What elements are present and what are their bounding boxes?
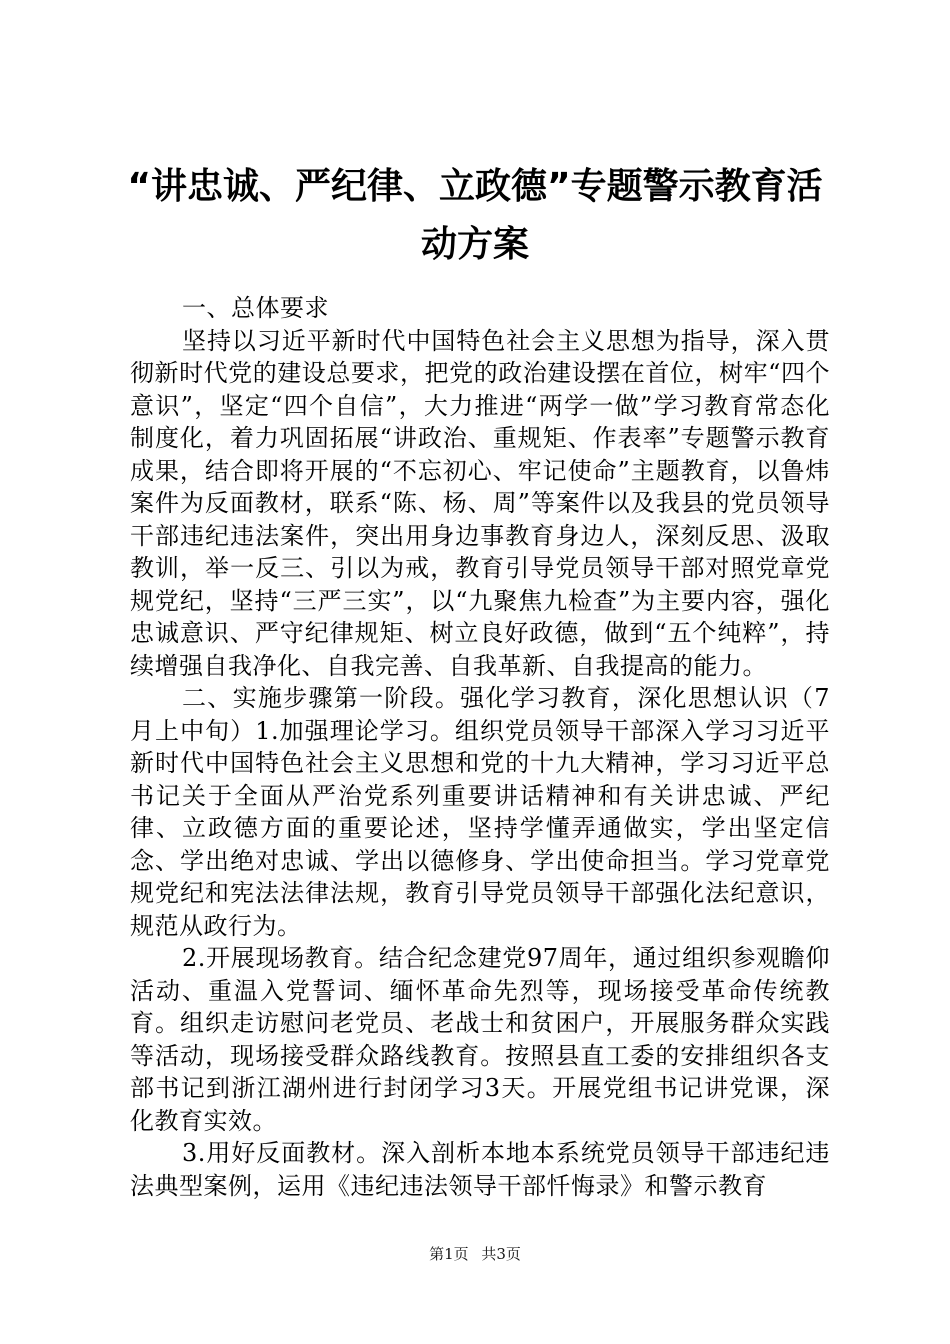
section-heading-general-requirements: 一、总体要求 (182, 294, 329, 322)
document-body (130, 292, 830, 1202)
page-footer (0, 1244, 950, 1264)
paragraph-onsite-education: 2.开展现场教育。结合纪念建党97周年，通过组织参观瞻仰活动、重温入党誓词、缅怀革命先烈等，现场接受革命传统教育。组织走访慰问老党员、老战士和贫困户，开展服务群众实践等活动，现场接受群众路线教育。按照县直工委的安排组织各支部书记到浙江湖州进行封闭学习3天。开展党组书记讲党课，深化教育实效。 (130, 944, 830, 1135)
document-title: “讲忠诚、严纪律、立政德”专题警示教育活动方案 (127, 166, 823, 265)
page-total: 共3页 (481, 1245, 521, 1263)
page-number: 第1页 (429, 1245, 469, 1263)
paragraph-general-requirements: 坚持以习近平新时代中国特色社会主义思想为指导，深入贯彻新时代党的建设总要求，把党的政治建设摆在首位，树牢“四个意识”，坚定“四个自信”，大力推进“两学一做”学习教育常态化制度化，着力巩固拓展“讲政治、重规矩、作表率”专题警示教育成果，结合即将开展的“不忘初心、牢记使命”主题教育，以鲁炜案件为反面教材，联系“陈、杨、周”等案件以及我县的党员领导干部违纪违法案件，突出用身边事教育身边人，深刻反思、汲取教训，举一反三、引以为戒，教育引导党员领导干部对照党章党规党纪，坚持“三严三实”，以“九聚焦九检查”为主要内容，强化忠诚意识、严守纪律规矩、树立良好政德，做到“五个纯粹”，持续增强自我净化、自我完善、自我革新、自我提高的能力。 (130, 326, 830, 680)
paragraph-implementation-steps: 二、实施步骤第一阶段。强化学习教育，深化思想认识（7月上中旬）1.加强理论学习。组织党员领导干部深入学习习近平新时代中国特色社会主义思想和党的十九大精神，学习习近平总书记关于全面从严治党系列重要讲话精神和有关讲忠诚、严纪律、立政德方面的重要论述，坚持学懂弄通做实，学出坚定信念、学出绝对忠诚、学出以德修身、学出使命担当。学习党章党规党纪和宪法法律法规，教育引导党员领导干部强化法纪意识，规范从政行为。 (130, 684, 830, 940)
paragraph-negative-examples: 3.用好反面教材。深入剖析本地本系统党员领导干部违纪违法典型案例，运用《违纪违法领导干部忏悔录》和警示教育 (130, 1139, 830, 1200)
